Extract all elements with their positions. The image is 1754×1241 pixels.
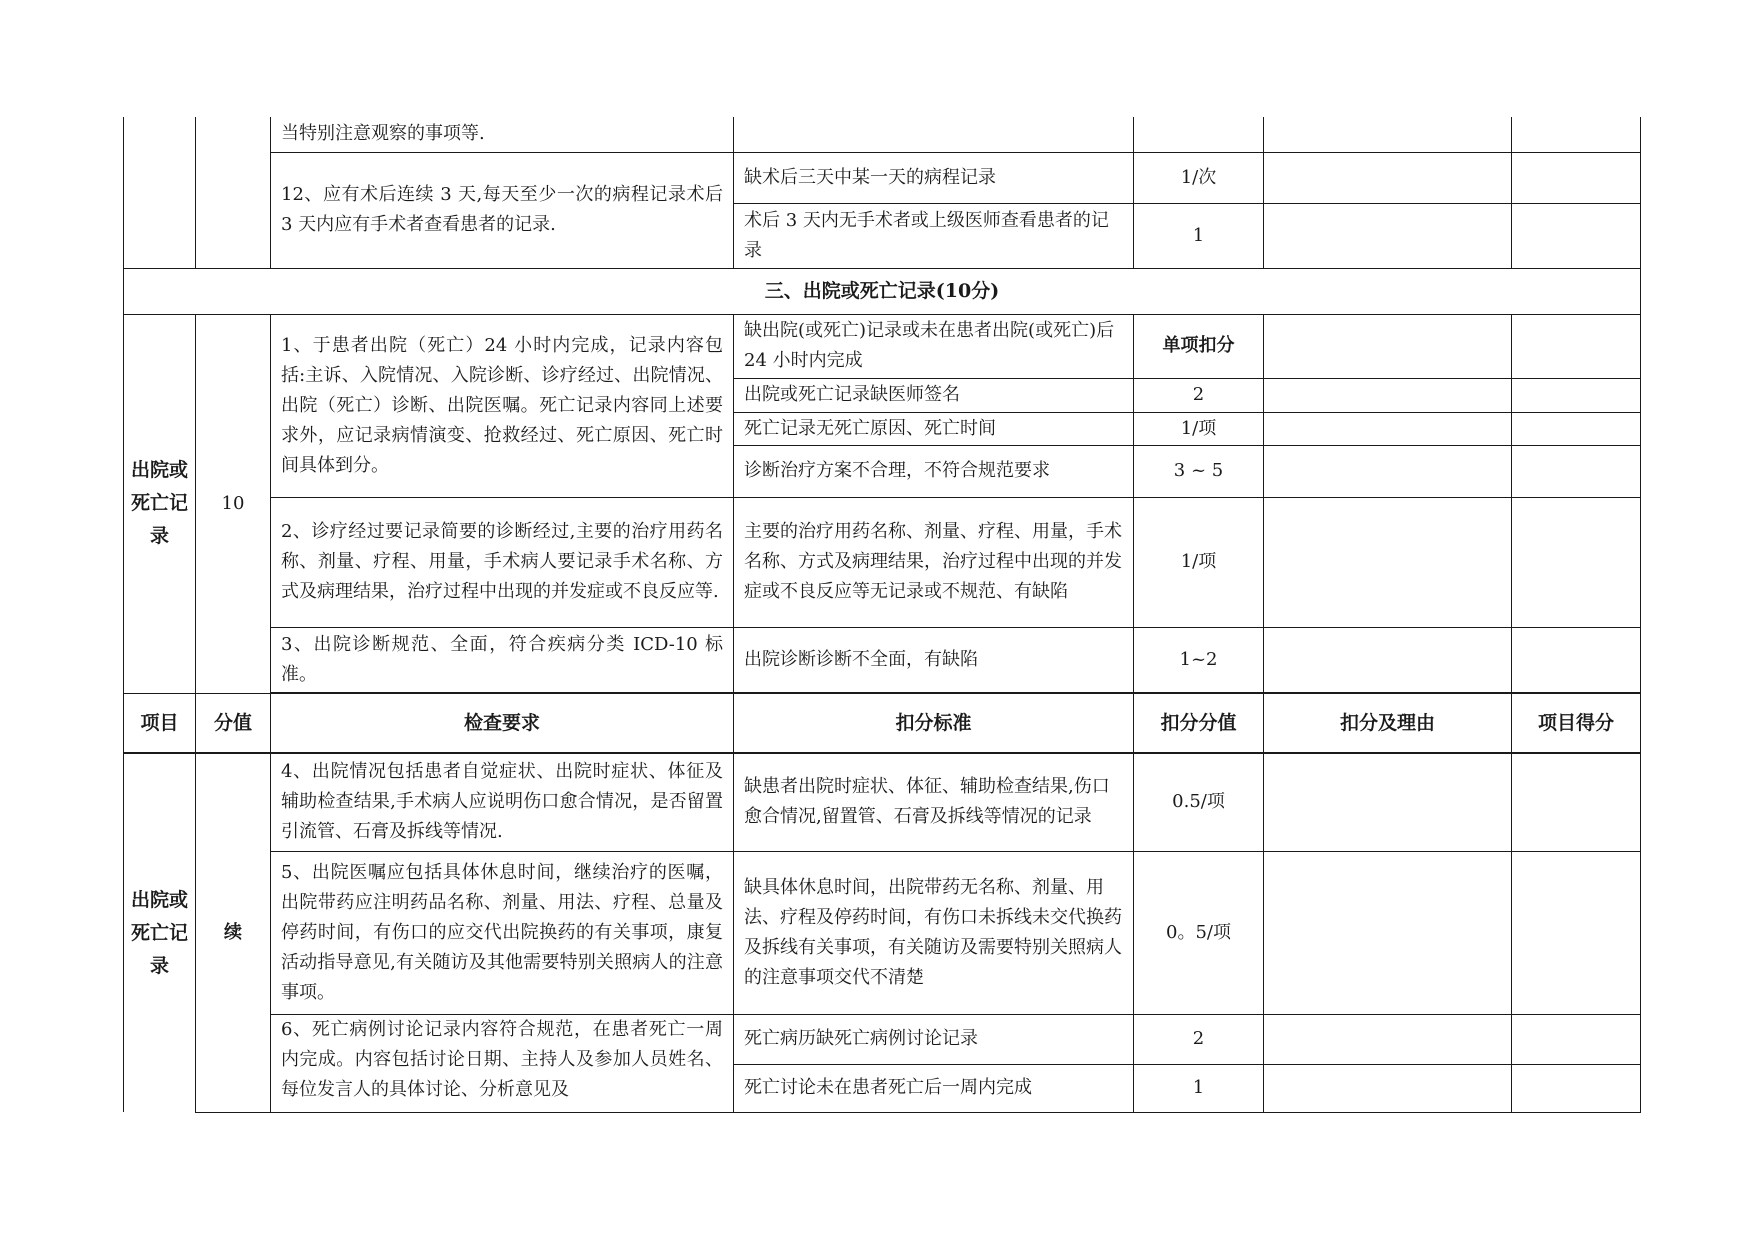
item-score-cell	[1512, 627, 1641, 693]
item-score-cell	[1512, 445, 1641, 497]
criteria-1d: 诊断治疗方案不合理，不符合规范要求	[734, 445, 1134, 497]
header-deduction: 扣分分值	[1134, 693, 1264, 753]
item-score-cell	[1512, 1014, 1641, 1064]
score-cell-empty	[196, 117, 271, 268]
item-score-cell	[1512, 314, 1641, 378]
requirement-continued: 当特别注意观察的事项等.	[271, 117, 734, 152]
requirement-12: 12、应有术后连续 3 天,每天至少一次的病程记录术后 3 天内应有手术者查看患者的记录.	[271, 152, 734, 268]
requirement-2: 2、诊疗经过要记录简要的诊断经过,主要的治疗用药名称、剂量、疗程、用量，手术病人要记录手术名称、方式及病理结果，治疗过程中出现的并发症或不良反应等.	[271, 497, 734, 627]
criteria-1a: 缺出院(或死亡)记录或未在患者出院(或死亡)后 24 小时内完成	[734, 314, 1134, 378]
requirement-1: 1、于患者出院（死亡）24 小时内完成，记录内容包括:主诉、入院情况、入院诊断、诊疗经过、出院情况、出院（死亡）诊断、出院医嘱。死亡记录内容同上述要求外，应记录病情演变、抢救经过、死亡原因、死亡时间具体到分。	[271, 314, 734, 497]
reason-cell	[1264, 1014, 1512, 1064]
reason-cell	[1264, 314, 1512, 378]
item-score-value: 续	[196, 753, 271, 1112]
criteria-1c: 死亡记录无死亡原因、死亡时间	[734, 412, 1134, 445]
reason-cell	[1264, 378, 1512, 412]
item-score-cell	[1512, 203, 1641, 268]
item-score-cell	[1512, 753, 1641, 851]
item-score-cell	[1512, 378, 1641, 412]
criteria-6a: 死亡病历缺死亡病例讨论记录	[734, 1014, 1134, 1064]
item-name-discharge-death-record: 出院或死亡记录	[124, 314, 196, 693]
deduction-6b: 1	[1134, 1064, 1264, 1112]
deduction-1a: 单项扣分	[1134, 314, 1264, 378]
item-score-cell	[1512, 851, 1641, 1014]
header-item: 项目	[124, 693, 196, 753]
reason-cell	[1264, 445, 1512, 497]
deduction-6a: 2	[1134, 1014, 1264, 1064]
criteria-2: 主要的治疗用药名称、剂量、疗程、用量，手术名称、方式及病理结果，治疗过程中出现的并发症或不良反应等无记录或不规范、有缺陷	[734, 497, 1134, 627]
section-title: 三、出院或死亡记录(10分)	[124, 268, 1641, 314]
deduction-1c: 1/项	[1134, 412, 1264, 445]
item-score-cell	[1512, 1064, 1641, 1112]
criteria-6b: 死亡讨论未在患者死亡后一周内完成	[734, 1064, 1134, 1112]
item-name-discharge-death-record: 出院或死亡记录	[124, 753, 196, 1112]
header-reason: 扣分及理由	[1264, 693, 1512, 753]
deduction-1d: 3 ~ 5	[1134, 445, 1264, 497]
deduction-3: 1~2	[1134, 627, 1264, 693]
item-score-value: 10	[196, 314, 271, 693]
deduction-12a: 1/次	[1134, 152, 1264, 203]
deduction-1b: 2	[1134, 378, 1264, 412]
criteria-cell-empty	[734, 117, 1134, 152]
reason-cell	[1264, 152, 1512, 203]
header-score: 分值	[196, 693, 271, 753]
header-item-score: 项目得分	[1512, 693, 1641, 753]
criteria-4: 缺患者出院时症状、体征、辅助检查结果,伤口愈合情况,留置管、石膏及拆线等情况的记录	[734, 753, 1134, 851]
medical-record-scoring-table	[123, 117, 1641, 1113]
criteria-1b: 出院或死亡记录缺医师签名	[734, 378, 1134, 412]
criteria-3: 出院诊断诊断不全面，有缺陷	[734, 627, 1134, 693]
deduction-cell-empty	[1134, 117, 1264, 152]
criteria-5: 缺具体休息时间，出院带药无名称、剂量、用法、疗程及停药时间，有伤口未拆线未交代换药及拆线有关事项，有关随访及需要特别关照病人的注意事项交代不清楚	[734, 851, 1134, 1014]
deduction-4: 0.5/项	[1134, 753, 1264, 851]
reason-cell	[1264, 851, 1512, 1014]
requirement-4: 4、出院情况包括患者自觉症状、出院时症状、体征及辅助检查结果,手术病人应说明伤口愈合情况，是否留置引流管、石膏及拆线等情况.	[271, 753, 734, 851]
criteria-12b: 术后 3 天内无手术者或上级医师查看患者的记录	[734, 203, 1134, 268]
item-score-cell	[1512, 497, 1641, 627]
reason-cell	[1264, 497, 1512, 627]
item-score-cell	[1512, 412, 1641, 445]
header-requirement: 检查要求	[271, 693, 734, 753]
requirement-3: 3、出院诊断规范、全面，符合疾病分类 ICD-10 标准。	[271, 627, 734, 693]
reason-cell	[1264, 203, 1512, 268]
reason-cell	[1264, 412, 1512, 445]
reason-cell	[1264, 753, 1512, 851]
requirement-6: 6、死亡病例讨论记录内容符合规范，在患者死亡一周内完成。内容包括讨论日期、主持人及参加人员姓名、每位发言人的具体讨论、分析意见及	[271, 1014, 734, 1112]
item-score-cell	[1512, 152, 1641, 203]
deduction-12b: 1	[1134, 203, 1264, 268]
deduction-5: 0。5/项	[1134, 851, 1264, 1014]
header-criteria: 扣分标准	[734, 693, 1134, 753]
requirement-5: 5、出院医嘱应包括具体休息时间，继续治疗的医嘱，出院带药应注明药品名称、剂量、用法、疗程、总量及停药时间，有伤口的应交代出院换药的有关事项，康复活动指导意见,有关随访及其他需要特别关照病人的注意事项。	[271, 851, 734, 1014]
reason-cell	[1264, 1064, 1512, 1112]
reason-cell	[1264, 627, 1512, 693]
reason-cell	[1264, 117, 1512, 152]
item-cell-empty	[124, 117, 196, 268]
deduction-2: 1/项	[1134, 497, 1264, 627]
criteria-12a: 缺术后三天中某一天的病程记录	[734, 152, 1134, 203]
item-score-cell	[1512, 117, 1641, 152]
